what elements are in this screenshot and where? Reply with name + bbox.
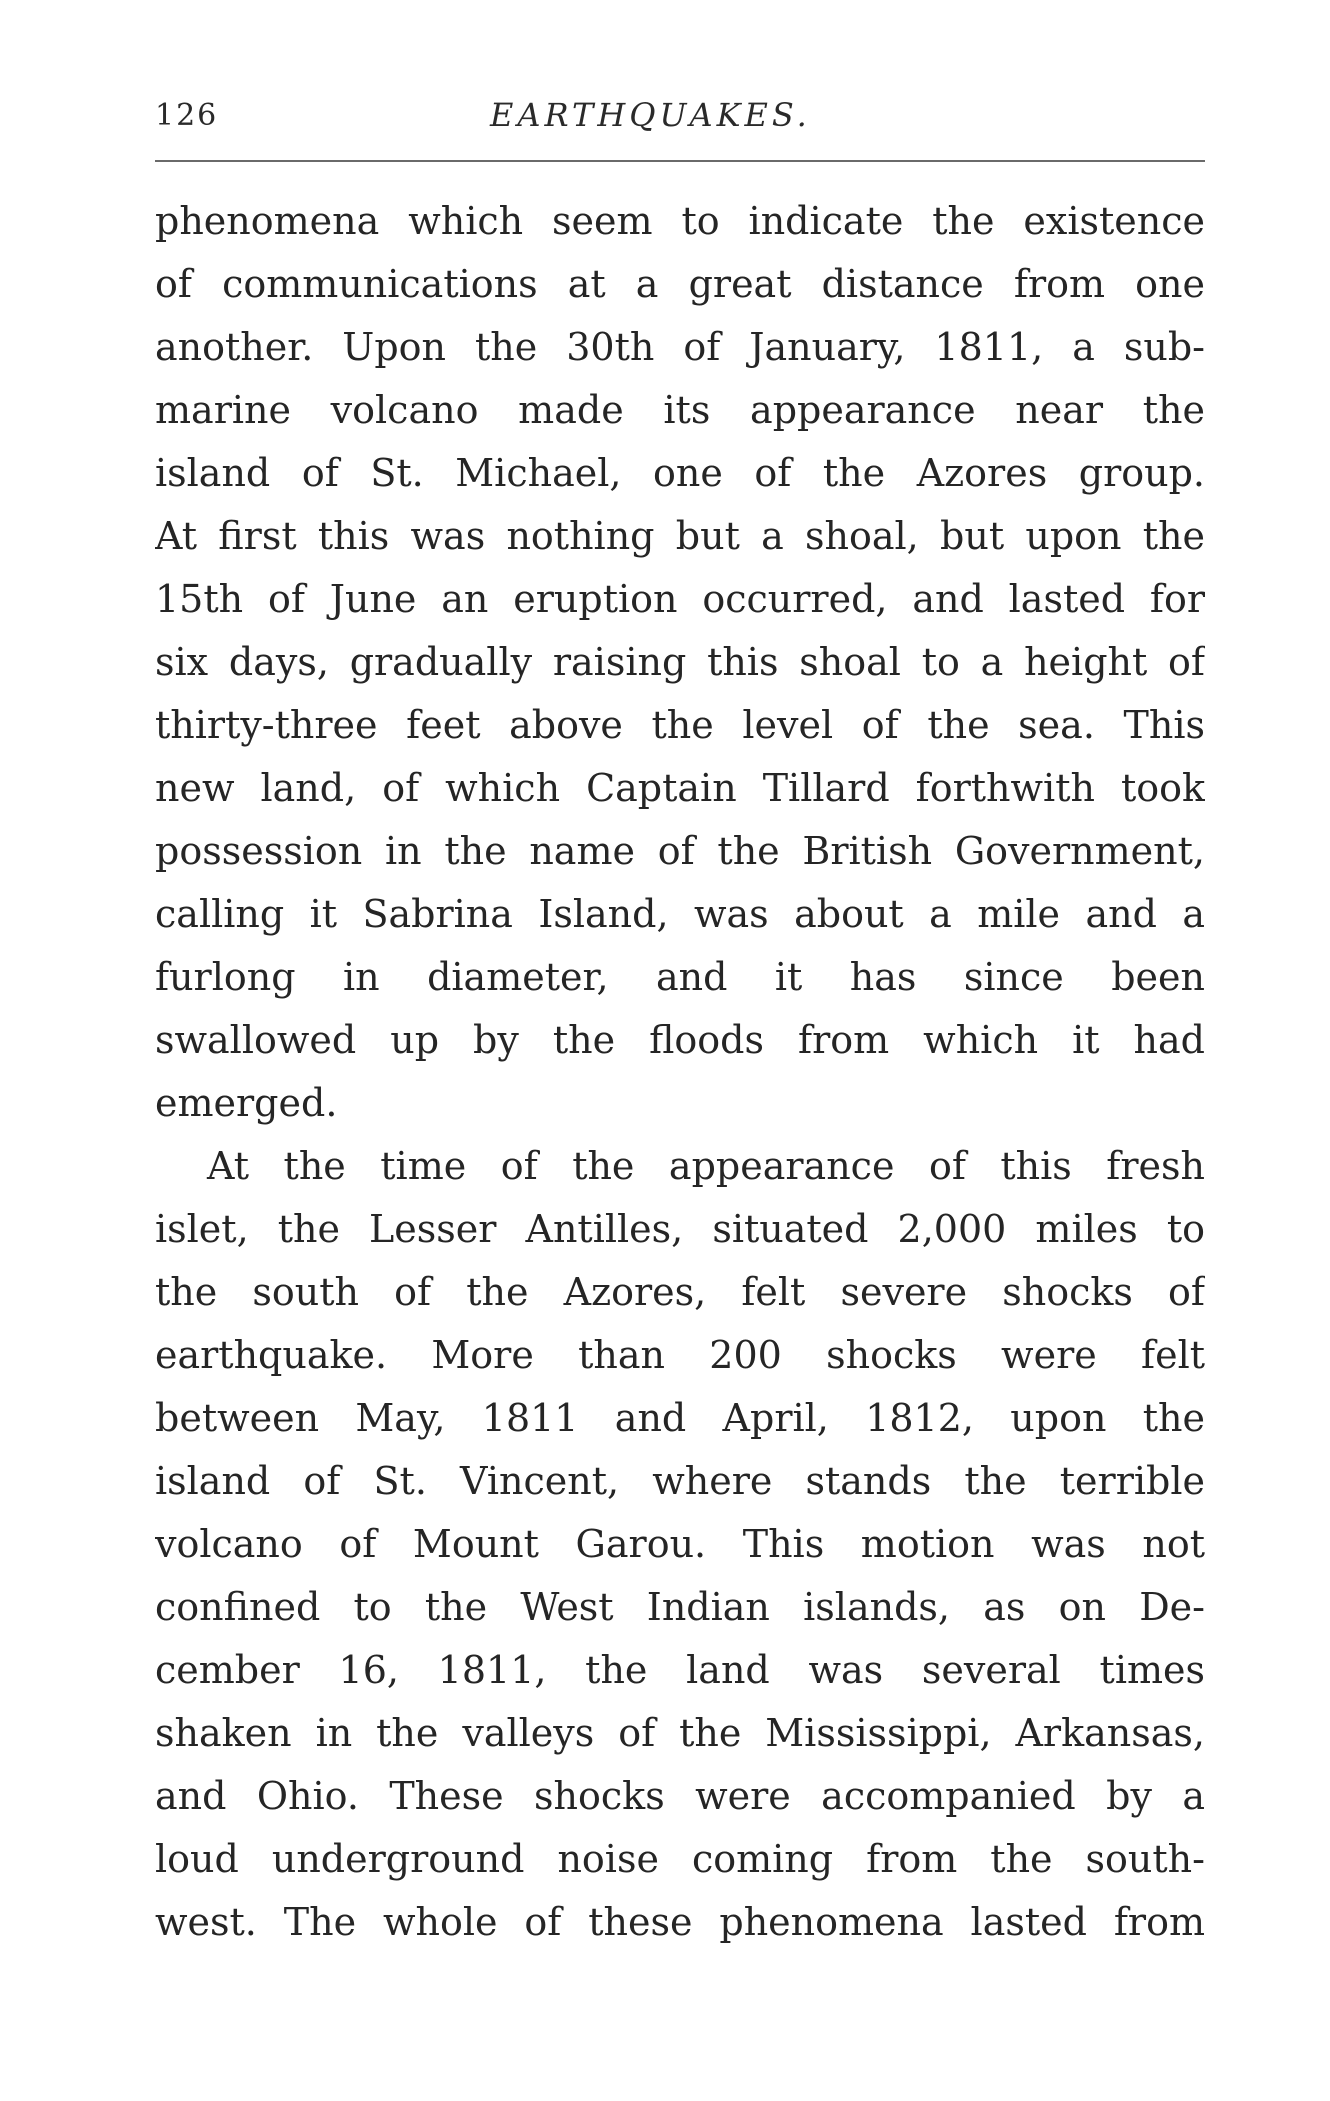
text-line: of communications at a great distance from one [155,262,1205,306]
text-line: island of St. Vincent, where stands the terrible [155,1459,1205,1503]
text-line: marine volcano made its appearance near the [155,388,1205,432]
text-line: phenomena which seem to indicate the existence [155,199,1205,243]
text-line: earthquake. More than 200 shocks were felt [155,1333,1205,1377]
text-line: shaken in the valleys of the Mississippi, Arkansas, [155,1711,1205,1755]
text-line: the south of the Azores, felt severe shocks of [155,1270,1205,1314]
text-line: between May, 1811 and April, 1812, upon the [155,1396,1205,1440]
text-line: 15th of June an eruption occurred, and lasted for [155,577,1205,621]
text-line: emerged. [155,1081,338,1125]
text-line: furlong in diameter, and it has since been [155,955,1205,999]
text-line: islet, the Lesser Antilles, situated 2,000 miles to [155,1207,1205,1251]
text-line: confined to the West Indian islands, as on De- [155,1585,1205,1629]
text-line: west. The whole of these phenomena lasted from [155,1900,1205,1944]
text-line: loud underground noise coming from the south- [155,1837,1205,1881]
text-line: thirty-three feet above the level of the sea. This [155,703,1205,747]
page-number: 126 [155,98,219,133]
text-line: and Ohio. These shocks were accompanied by a [155,1774,1205,1818]
text-line: possession in the name of the British Government, [155,829,1205,873]
text-line: cember 16, 1811, the land was several times [155,1648,1205,1692]
text-line: calling it Sabrina Island, was about a mile and a [155,892,1205,936]
header-rule [155,160,1205,162]
text-line: new land, of which Captain Tillard forthwith took [155,766,1205,810]
text-line: swallowed up by the floods from which it had [155,1018,1205,1062]
running-title: EARTHQUAKES. [490,96,811,134]
text-line: At the time of the appearance of this fresh [207,1144,1205,1188]
text-line: six days, gradually raising this shoal to a height of [155,640,1205,684]
text-line: At first this was nothing but a shoal, but upon the [155,514,1205,558]
text-line: volcano of Mount Garou. This motion was not [155,1522,1205,1566]
text-line: another. Upon the 30th of January, 1811, a sub- [155,325,1205,369]
running-header [155,88,1205,138]
text-line: island of St. Michael, one of the Azores group. [155,451,1205,495]
body-text [155,190,1205,1954]
